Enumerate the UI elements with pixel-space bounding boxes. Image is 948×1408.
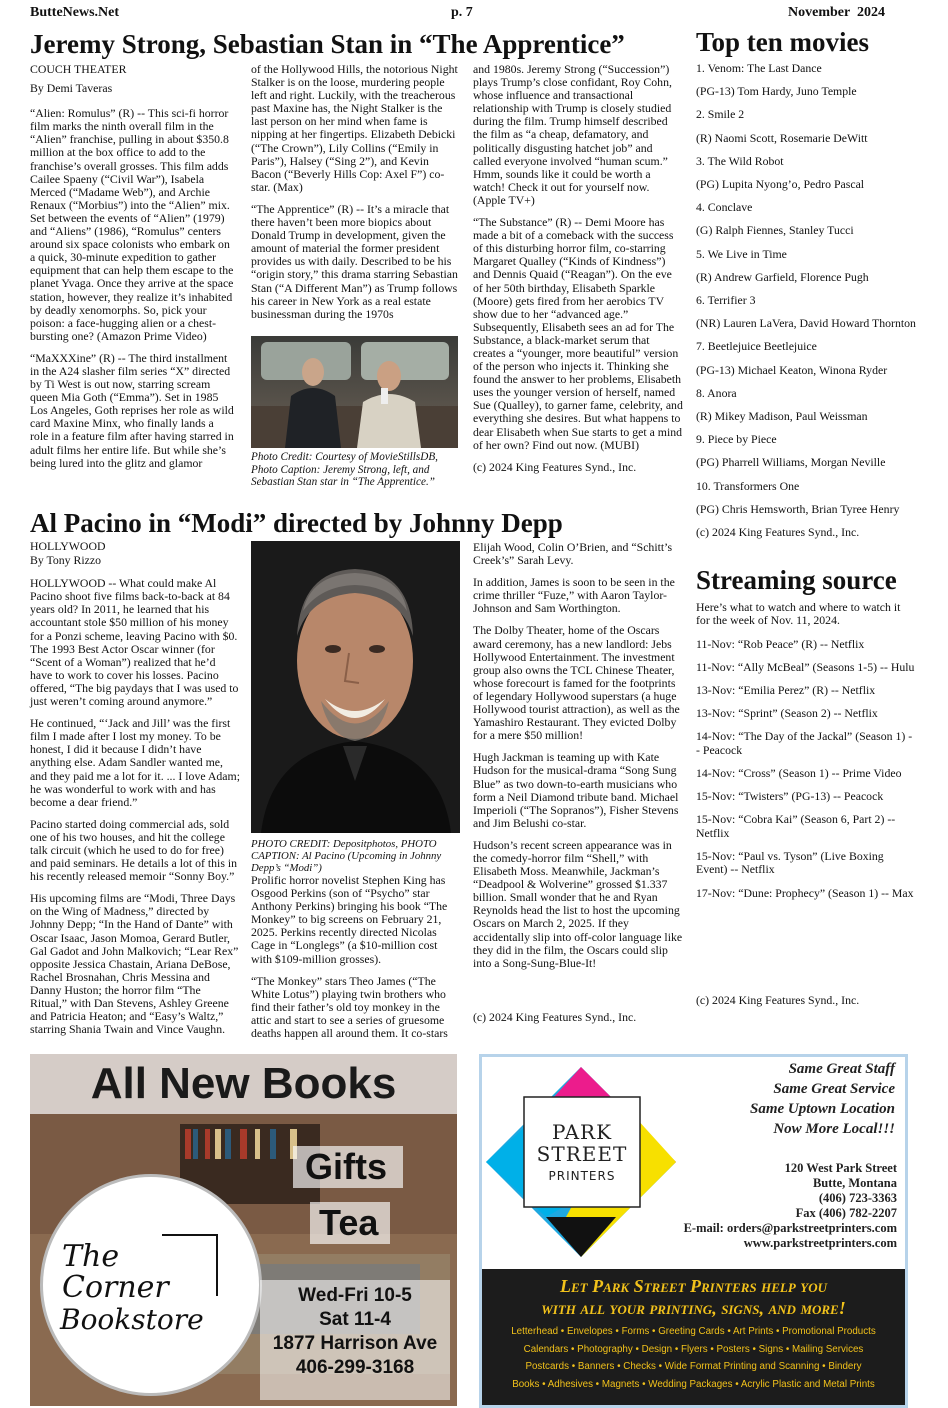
article-column (473, 541, 683, 979)
list-item: 5. We Live in Time (696, 246, 787, 261)
ad-hours (245, 1284, 457, 1380)
article-paragraph: Elijah Wood, Colin O’Brien, and “Schitt’s Creek’s” Sarah Levy. (473, 540, 673, 568)
ad-headline: All New Books (90, 1059, 397, 1108)
article-paragraph: The Dolby Theater, home of the Oscars award ceremony, has a new landlord: Jebs Hollywood Entertainment. The investment group also owns the TCL Chinese Theater, whose forecourt is famed for the footprints of legendary Hollywood superstars (a huge Hollywood tourist attraction), as well as the Yamashiro Restaurant. They evicted Dolby for a mere $50 million! (473, 623, 680, 743)
article-column (30, 540, 240, 1045)
list-item: 15-Nov: “Twisters” (PG-13) -- Peacock (696, 789, 884, 804)
printers-city: Butte, Montana (812, 1176, 897, 1190)
byline: By Tony Rizzo (30, 553, 102, 568)
tagline-line: Same Great Staff (788, 1061, 895, 1077)
services-line: Calendars • Photography • Design • Flyers • Posters • Signs • Mailing Services (523, 1343, 864, 1355)
article-paragraph: He continued, “‘Jack and Jill’ was the first film I made after I lost my money. To be honest, I did it because I didn’t have anything else. Adam Sandler wanted me, and they paid me a lot for it. ... I love Adam; he was wonderful to work with and has become a dear friend.” (30, 716, 240, 809)
article-headline: Jeremy Strong, Sebastian Stan in “The Apprentice” (30, 29, 625, 59)
copyright: (c) 2024 King Features Synd., Inc. (473, 1010, 637, 1024)
photo-caption: Photo Credit: Courtesy of MovieStillsDB, Photo Caption: Jeremy Strong, left, and Sebastian Stan star in “The Apprentice.” (251, 451, 438, 489)
logo-text: PRINTERS (548, 1169, 616, 1183)
article-paragraph: of the Hollywood Hills, the notorious Night Stalker is on the loose, murdering people left and right. Luckily, with the treacherous past Maxine has, the Night Stalker is the last person on her mind when fame is nipping at her fingertips. Elizabeth Debicki (“The Crown”), Lily Collins (“Emily in Paris”), Halsey (“Sing 2”), and Kevin Bacon (“Beverly Hills Cop: Axel F”) co-star. (Max) (251, 62, 458, 194)
list-item: 10. Transformers One (696, 478, 800, 493)
list-item: (R) Naomi Scott, Rosemarie DeWitt (696, 130, 868, 145)
printers-banner (482, 1269, 905, 1405)
list-item: 13-Nov: “Sprint” (Season 2) -- Netflix (696, 706, 878, 721)
printers-email[interactable]: E-mail: orders@parkstreetprinters.com (683, 1221, 897, 1235)
topten-list (696, 62, 916, 549)
section-label: HOLLYWOOD (30, 539, 106, 553)
article-paragraph: His upcoming films are “Modi, Three Days on the Wing of Madness,” directed by Johnny Depp; “In the Hand of Dante” with Oscar Isaac, Jason Momoa, Gerard Butler, Gal Gadot and John Malkovich; “Lear Rex” opposite Jessica Chastain, Ariana DeBose, Rachel Brosnahan, Chris Messina and Danny Huston; the horror film “The Ritual,” with Dan Stevens, Ashley Greene and Patricia Heaton; and “Easy’s Waltz,” starring Shania Twain and Vince Vaughn. (30, 891, 239, 1037)
article-column (473, 63, 683, 483)
banner-line: with all your printing, signs, and more! (541, 1298, 846, 1318)
list-item: 15-Nov: “Paul vs. Tyson” (Live Boxing Event) -- Netflix (696, 849, 884, 877)
list-item: 9. Piece by Piece (696, 432, 777, 447)
printers-phone: (406) 723-3363 (818, 1191, 897, 1205)
section-label: COUCH THEATER (30, 62, 127, 76)
logo-text: Corner (62, 1270, 169, 1305)
topten-title: Top ten movies (696, 27, 870, 57)
printers-contact (684, 1161, 897, 1251)
list-item: 6. Terrifier 3 (696, 293, 756, 308)
bookstore-ad[interactable] (30, 1054, 457, 1406)
article-paragraph: “Alien: Romulus” (R) -- This sci-fi horror film marks the ninth overall film in the “Alien” franchise, pulling in about $350.8 million at the box office to add to the franchise’s overall grosses. This film adds Cailee Spaeny (“Civil War”), Isabela Merced (“Madame Web”), and Archie Renaux (“Morbius”) into the “Alien” mix. Set between the events of “Alien” (1979) and “Aliens” (1986), “Romulus” centers around six space colonists who embark on a quick, 30-minute expedition to gather equipment that can help them escape to the planet Yvaga. Once they arrive at the space station, however, they realize it’s inhabited by deadly xenomorphs. So, pick your poison: a face-hugging alien or a chest-bursting one? (Amazon Prime Video) (30, 106, 234, 343)
list-item: (PG-13) Michael Keaton, Winona Ryder (696, 362, 888, 377)
ad-hours-weekday: Wed-Fri 10-5 (298, 1285, 412, 1306)
list-item: 2. Smile 2 (696, 107, 745, 122)
article-paragraph: Hugh Jackman is teaming up with Kate Hudson for the musical-drama “Song Sung Blue” as two down-to-earth musicians who form a Neil Diamond tribute band. Michael Imperioli (“The Sopranos”), Fisher Stevens and Jim Belushi co-star. (473, 750, 679, 830)
list-item: 8. Anora (696, 385, 737, 400)
tagline-line: Now More Local!!! (773, 1121, 895, 1137)
printers-ad[interactable] (479, 1054, 908, 1408)
services-line: Books • Adhesives • Magnets • Wedding Packages • Acrylic Plastic and Metal Prints (512, 1378, 875, 1390)
ad-hours-saturday: Sat 11-4 (319, 1309, 391, 1330)
printers-address: 120 West Park Street (784, 1161, 897, 1175)
list-item: 3. The Wild Robot (696, 153, 784, 168)
list-item: (PG) Pharrell Williams, Morgan Neville (696, 455, 886, 470)
tagline-line: Same Uptown Location (749, 1101, 895, 1117)
apprentice-photo (251, 336, 458, 448)
logo-text: PARK (551, 1120, 613, 1144)
article-paragraph: “The Apprentice” (R) -- It’s a miracle that there haven’t been more biopics about Donald Trump in development, given the amount of material the former president provides us with daily. Described to be his “origin story,” this drama starring Sebastian Stan (“A Different Man”) as Trump follows his career in New York as a real estate businessman during the 1970s (251, 201, 458, 321)
ad-gifts: Gifts (305, 1146, 388, 1187)
article-column (251, 874, 461, 1049)
byline: By Demi Taveras (30, 81, 113, 96)
list-item: (NR) Lauren LaVera, David Howard Thornton (696, 316, 916, 331)
printers-fax: Fax (406) 782-2207 (795, 1206, 897, 1220)
article-paragraph: “The Monkey” stars Theo James (“The White Lotus”) playing twin brothers who find their father’s old toy monkey in the attic and start to see a series of gruesome deaths happen all around them. It co-stars (251, 973, 448, 1041)
article-headline: Al Pacino in “Modi” directed by Johnny Depp (30, 508, 563, 538)
pacino-photo (251, 541, 460, 833)
banner-line: Let Park Street Printers help you (559, 1276, 828, 1296)
logo-text: Bookstore (60, 1303, 204, 1336)
list-item: (R) Mikey Madison, Paul Weissman (696, 409, 868, 424)
page-number: p. 7 (451, 5, 473, 20)
streaming-list (696, 601, 916, 910)
tagline-line: Same Great Service (773, 1081, 895, 1097)
logo-text: The (62, 1239, 120, 1274)
issue-date: November 2024 (788, 5, 885, 20)
list-item: 11-Nov: “Ally McBeal” (Seasons 1-5) -- Hulu (696, 659, 915, 674)
ad-phone: 406-299-3168 (295, 1357, 415, 1378)
streaming-intro: Here’s what to watch and where to watch it for the week of Nov. 11, 2024. (696, 600, 901, 628)
list-item: 14-Nov: “The Day of the Jackal” (Season 1) -- Peacock (696, 729, 913, 757)
ad-address: 1877 Harrison Ave (272, 1333, 438, 1354)
article-paragraph: Prolific horror novelist Stephen King has Osgood Perkins (son of “Psycho” star Anthony Perkins) bringing his book “The Monkey” to big screens on February 21, 2025. Perkins recently directed Nicolas Cage in “Longlegs” (a $10-million cost with $109-million grosses). (251, 873, 448, 966)
list-item: 14-Nov: “Cross” (Season 1) -- Prime Video (696, 766, 902, 781)
article-paragraph: and 1980s. Jeremy Strong (“Succession”) plays Trump’s close confidant, Roy Cohn, whose influence and transactional relationship with Trump is closely studied during the film. Trump himself described the film as “a cheap, defamatory, and politically disgusting hatchet job” and called everyone involved “human scum.” Hmm, sounds like it could be worth a watch! Check it out for yourself now. (Apple TV+) (473, 62, 672, 207)
list-item: 7. Beetlejuice Beetlejuice (696, 339, 817, 354)
list-item: (PG) Chris Hemsworth, Brian Tyree Henry (696, 501, 900, 516)
printers-website[interactable]: www.parkstreetprinters.com (743, 1236, 897, 1250)
article-paragraph: “The Substance” (R) -- Demi Moore has made a bit of a comeback with the success of this disturbing horror film, co-starring Margaret Qualley (“Kinds of Kindness”) and Dennis Quaid (“Reagan”). On the eve of her 50th birthday, Elisabeth Sparkle (Moore) gets fired from her aerobics TV show due to her “advanced age.” Subsequently, Elisabeth sees an ad for The Substance, a black-market serum that creates a “younger, more beautiful” version of the person who injects it. Thinking she found the answer to her problems, Elisabeth uses the younger version of herself, named Sue (Qualley), to garner fame, celebrity, and everything she desires. But what happens to dear Elisabeth when Sue starts to get a mind of her own? Find out now. (MUBI) (473, 215, 683, 452)
list-item: 4. Conclave (696, 200, 753, 215)
list-item: 1. Venom: The Last Dance (696, 61, 822, 75)
list-item: (R) Andrew Garfield, Florence Pugh (696, 269, 869, 284)
article-column (251, 63, 461, 330)
list-item: 17-Nov: “Dune: Prophecy” (Season 1) -- Max (696, 885, 914, 900)
services-list (482, 1323, 905, 1393)
list-item: (G) Ralph Fiennes, Stanley Tucci (696, 223, 854, 238)
site-name: ButteNews.Net (30, 5, 120, 20)
ad-tea: Tea (319, 1202, 379, 1243)
article-paragraph: “MaXXXine” (R) -- The third installment in the A24 slasher film series “X” directed by Ti West is out now, starring scream queen Mia Goth (“Emma”). Set in 1985 Los Angeles, Goth reprises her role as wild card Maxine Minx, who finally lands a role in a feature film after having starred in adult films her entire life. But while she’s being lured into the glitz and glamor (30, 350, 234, 470)
article-paragraph: In addition, James is soon to be seen in the crime thriller “Fuze,” with Aaron Taylor-Johnson and Sam Worthington. (473, 575, 675, 616)
services-line: Postcards • Banners • Checks • Wide Format Printing and Scanning • Bindery (525, 1361, 862, 1372)
photo-caption: PHOTO CREDIT: Depositphotos, PHOTO CAPTION: Al Pacino (Upcoming in Johnny Depp’s “Modi”) (251, 838, 442, 874)
streaming-title: Streaming source (696, 565, 897, 595)
copyright: (c) 2024 King Features Synd., Inc. (473, 459, 637, 474)
list-item: 11-Nov: “Rob Peace” (R) -- Netflix (696, 636, 865, 651)
copyright: (c) 2024 King Features Synd., Inc. (696, 993, 860, 1007)
list-item: (PG-13) Tom Hardy, Juno Temple (696, 84, 857, 99)
article-paragraph: HOLLYWOOD -- What could make Al Pacino shoot five films back-to-back at 84 years old? In 2011, he learned that his accountant stole $50 million of his money for a Ponzi scheme, leaving Pacino with $0. The 1993 Best Actor Oscar winner (for “Scent of a Woman”) realized that he’d have to work to cover his losses. Pacino offered, “The big paydays that I was used to just weren’t coming around anymore.” (30, 576, 239, 709)
copyright: (c) 2024 King Features Synd., Inc. (696, 525, 860, 540)
logo-text: STREET (536, 1142, 628, 1166)
list-item: (PG) Lupita Nyong’o, Pedro Pascal (696, 177, 865, 192)
printers-tagline (750, 1059, 895, 1139)
article-paragraph: Pacino started doing commercial ads, sold one of his two houses, and hit the college talk circuit (which he used to do for free) and paid seminars. He details a lot of this in his recently released memoir “Sonny Boy.” (30, 816, 238, 884)
article-paragraph: Hudson’s recent screen appearance was in the comedy-horror film “Shell,” with Elisabeth Moss. Meanwhile, Jackman’s “Deadpool & Wolverine” grossed $1.337 billion. Small wonder that he and Ryan Reynolds head the list to host the upcoming Oscars on March 2, 2025. If they accidentally slip into off-color language like they did in the film, the Oscars could slip into a Song-Sung-Blue-It! (473, 837, 683, 970)
article-column (30, 63, 234, 479)
list-item: 13-Nov: “Emilia Perez” (R) -- Netflix (696, 683, 876, 698)
services-line: Letterhead • Envelopes • Forms • Greeting Cards • Art Prints • Promotional Products (511, 1326, 876, 1337)
list-item: 15-Nov: “Cobra Kai” (Season 6, Part 2) -- Netflix (696, 812, 896, 840)
